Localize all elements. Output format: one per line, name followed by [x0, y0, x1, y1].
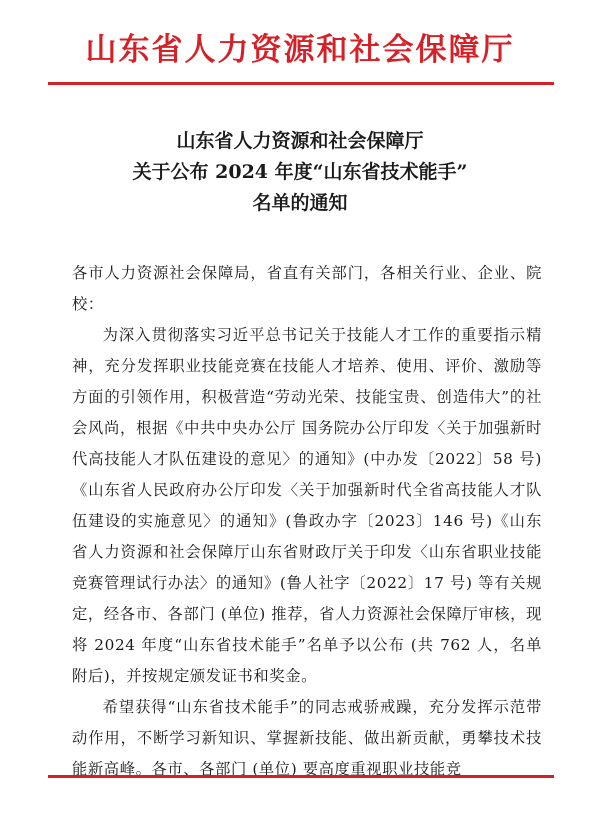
document-body: [72, 258, 542, 785]
letterhead-red-rule: [48, 82, 554, 85]
letterhead-title: 山东省人力资源和社会保障厅: [85, 32, 515, 68]
body-paragraph-2: 希望获得“山东省技术能手”的同志戒骄戒躁，充分发挥示范带动作用，不断学习新知识、掌握新技能、做出新贡献，勇攀技术技能新高峰。各市、各部门 (单位) 要高度重视职业技能竞: [72, 698, 542, 778]
title-line-3: 名单的通知: [252, 192, 348, 214]
title-line-2: 关于公布 2024 年度“山东省技术能手”: [132, 161, 468, 183]
footer-red-rule: [48, 775, 554, 778]
salutation: 各市人力资源社会保障局，省直有关部门，各相关行业、企业、院校：: [72, 264, 542, 313]
body-paragraph-1: 为深入贯彻落实习近平总书记关于技能人才工作的重要指示精神，充分发挥职业技能竞赛在技能人才培养、使用、评价、激励等方面的引领作用，积极营造“劳动光荣、技能宝贵、创造伟大”的社会风尚，根据《中共中央办公厅 国务院办公厅印发〈关于加强新时代高技能人才队伍建设的意见〉的通知》(中办发〔2022〕58 号)《山东省人民政府办公厅印发〈关于加强新时代全省高技能人才队伍建设的实施意见〉的通知》(鲁政办字〔2023〕146 号)《山东省人力资源和社会保障厅山东省财政厅关于印发〈山东省职业技能竞赛管理试行办法〉的通知》(鲁人社字〔2022〕17 号) 等有关规定，经各市、各部门 (单位) 推荐，省人力资源社会保障厅审核，现将 2024 年度“山东省技术能手”名单予以公布 (共 762 人，名单附后)，并按规定颁发证书和奖金。: [72, 326, 542, 685]
document-title: [0, 126, 600, 219]
title-line-1: 山东省人力资源和社会保障厅: [176, 130, 424, 152]
